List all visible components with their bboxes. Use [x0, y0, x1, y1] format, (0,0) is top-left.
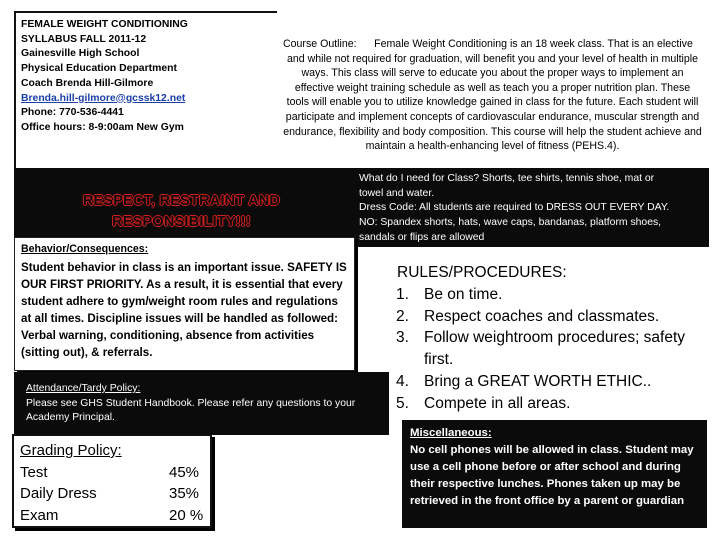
- rules-title: RULES/PROCEDURES:: [397, 264, 567, 281]
- phone-number: Phone: 770-536-4441: [21, 107, 124, 119]
- misc-text: No cell phones will be allowed in class. Student may use a cell phone before or after school and during their respective lunches. Phones taken up may be retrieved in the front office by a parent or guardian: [410, 443, 694, 507]
- behavior-heading: Behavior/Consequences:: [21, 243, 149, 255]
- syllabus-term: SYLLABUS FALL 2011-12: [21, 33, 147, 45]
- coach-email-link[interactable]: Brenda.hill-gilmore@gcssk12.net: [21, 92, 186, 104]
- rule-item: [384, 327, 714, 371]
- respect-banner: [14, 168, 349, 237]
- grading-row: [20, 462, 204, 484]
- school-name: Gainesville High School: [21, 48, 140, 60]
- attendance-section: [14, 372, 389, 435]
- grading-heading: Grading Policy:: [20, 442, 122, 459]
- dress-code-section: [349, 168, 709, 247]
- grading-value: 20 %: [169, 506, 204, 524]
- rule-item: [384, 371, 714, 393]
- banner-line-2: RESPONSIBILITY!!!: [112, 214, 251, 230]
- grading-row: [20, 505, 204, 527]
- attendance-line-2: Academy Principal.: [26, 412, 115, 423]
- grading-policy-section: [12, 434, 212, 528]
- grading-row: [20, 483, 204, 505]
- rule-item: [384, 393, 714, 415]
- course-title: FEMALE WEIGHT CONDITIONING: [21, 19, 188, 30]
- rule-text: Bring a GREAT WORTH ETHIC..: [424, 372, 652, 390]
- dress-line-1: What do I need for Class? Shorts, tee shirts, tennis shoe, mat or: [359, 173, 655, 184]
- rule-number: 2.: [396, 307, 409, 325]
- dress-line-5: sandals or flips are allowed: [359, 231, 485, 243]
- course-outline-text: [283, 37, 702, 154]
- behavior-text: Student behavior in class is an important issue. SAFETY IS OUR FIRST PRIORITY. As a result, it is essential that every student adhere to gym/weight room rules and regulations at all times. Discipline issues will be handled as followed: Verbal warning, conditioning, absence from activities (sitting out), & referrals.: [21, 261, 347, 359]
- coach-name: Coach Brenda Hill-Gilmore: [21, 77, 154, 89]
- rule-text: Be on time.: [424, 285, 503, 303]
- department-name: Physical Education Department: [21, 63, 177, 75]
- grading-value: 35%: [169, 485, 200, 502]
- rule-number: 1.: [396, 285, 409, 303]
- miscellaneous-section: [402, 420, 707, 528]
- rule-number: 3.: [396, 329, 409, 347]
- rule-text: Follow weightroom procedures; safety first.: [424, 329, 686, 369]
- rule-number: 5.: [396, 394, 409, 412]
- banner-line-1: RESPECT, RESTRAINT AND: [82, 193, 281, 209]
- dress-line-2: towel and water.: [359, 187, 435, 199]
- office-hours: Office hours: 8-9:00am New Gym: [21, 121, 184, 133]
- course-outline-section: [277, 10, 708, 168]
- rule-text: Compete in all areas.: [424, 394, 571, 412]
- rule-number: 4.: [396, 372, 409, 390]
- attendance-heading: Attendance/Tardy Policy:: [26, 383, 141, 394]
- rule-text: Respect coaches and classmates.: [424, 307, 660, 325]
- behavior-section: [14, 237, 355, 371]
- course-outline-body: Female Weight Conditioning is an 18 week class. That is an elective and while not required for graduation, will benefit you and your level of health in multiple ways. This class will serve to educate you about the proper ways to implement an effective weight training schedule as well as teach you a proper nutrition plan. These tools will enable you to utilize knowledge gained in class for the future. Each student will participate and implement concepts of cardiovascular endurance, muscular strength and endurance, flexibility and body composition. This course will help the student achieve and maintain a health-enhancing level of fitness (PEHS.4).: [283, 38, 702, 153]
- grading-value: 45%: [169, 463, 200, 481]
- attendance-line-1: Please see GHS Student Handbook. Please refer any questions to your: [26, 397, 356, 409]
- dress-line-4: NO: Spandex shorts, hats, wave caps, bandanas, platform shoes,: [359, 217, 662, 229]
- rule-item: [384, 284, 714, 306]
- rules-section: [384, 262, 714, 422]
- grading-label: Exam: [20, 506, 59, 524]
- course-outline-title: Course Outline:: [283, 38, 357, 50]
- misc-heading: Miscellaneous:: [410, 427, 492, 439]
- rules-list: [384, 284, 714, 415]
- grading-label: Daily Dress: [20, 485, 97, 502]
- grading-label: Test: [20, 463, 48, 481]
- dress-line-3: Dress Code: All students are required to DRESS OUT EVERY DAY.: [359, 202, 670, 214]
- rule-item: [384, 306, 714, 328]
